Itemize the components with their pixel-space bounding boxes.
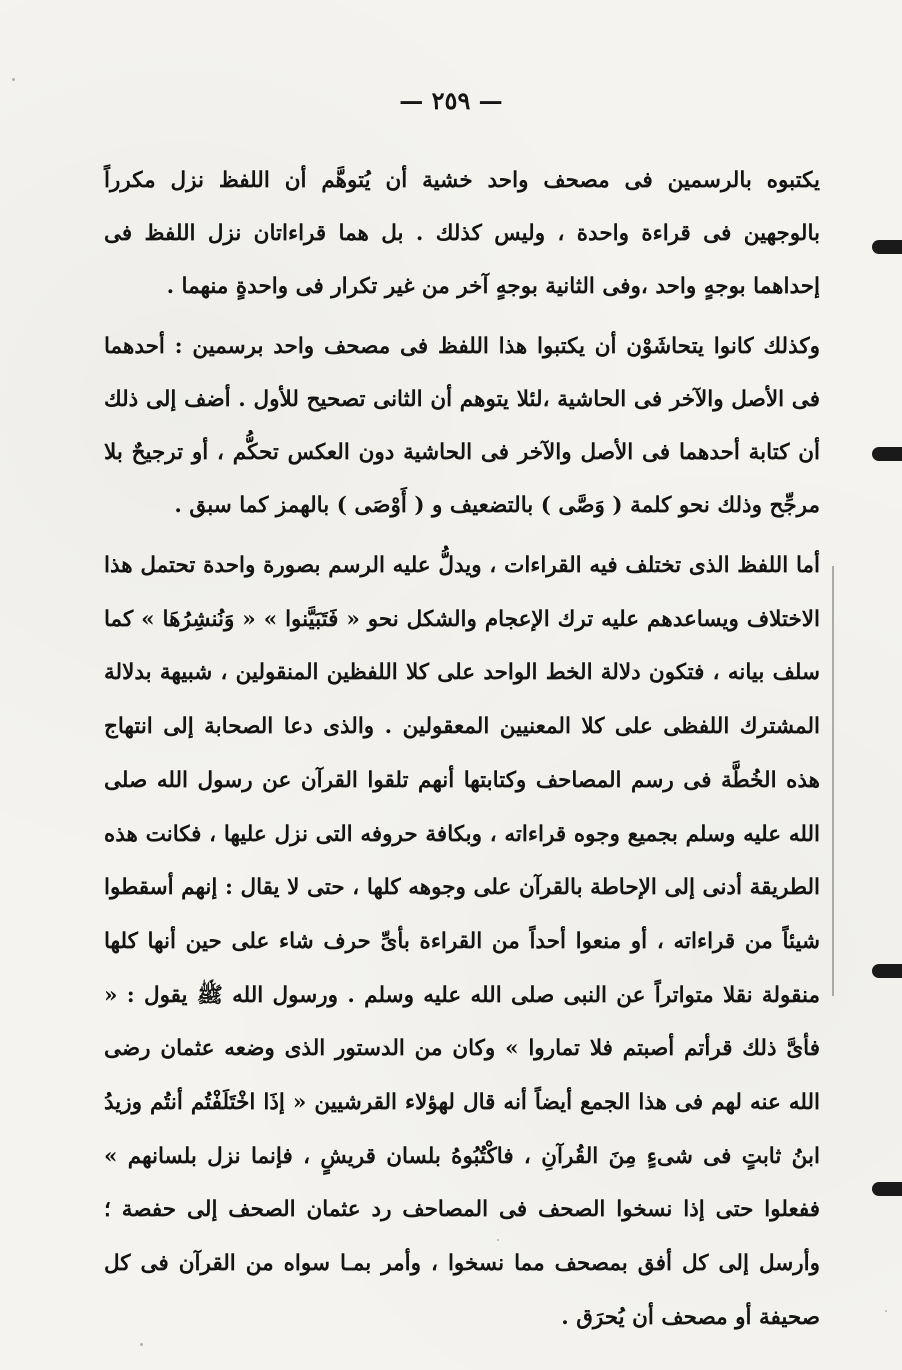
scan-speck	[497, 1239, 499, 1241]
binding-ink-mark	[872, 240, 902, 254]
scan-speck	[885, 1310, 887, 1312]
paragraph-3: أما اللفظ الذى تختلف فيه القراءات ، ويدلُّ عليه الرسم بصورة واحدة تحتمل هذا الاختلاف ويساعدهم عليه ترك الإعجام والشكل نحو « فَتَبَيَّنوا » « وَنُنشِرُهَا » كما سلف بيانه ، فتكون دلالة الخط الواحد على كلا اللفظين المنقولين ، شبيهة بدلالة المشترك اللفظى على كلا المعنيين المعقولين . والذى دعا الصحابة إلى انتهاج هذه الخُطَّة فى رسم المصاحف وكتابتها أنهم تلقوا القرآن عن رسول الله صلى الله عليه وسلم بجميع وجوه قراءاته ، وبكافة حروفه التى نزل عليها ، فكانت هذه الطريقة أدنى إلى الإحاطة بالقرآن على وجوهه كلها ، حتى لا يقال : إنهم أسقطوا شيئاً من قراءاته ، أو منعوا أحداً من القراءة بأىِّ حرف شاء على حين أنها كلها منقولة نقلا متواتراً عن النبى صلى الله عليه وسلم . ورسول الله ﷺ يقول : « فأىَّ ذلك قرأتم أصبتم فلا تماروا » وكان من الدستور الذى وضعه عثمان رضى الله عنه لهم فى هذا الجمع أيضاً أنه قال لهؤلاء القرشيين « إذَا اخْتَلَفْتُم أنتُم وزيدُ ابنُ ثابتٍ فى شىءٍ مِنَ القُرآنِ ، فاكْتُبُوهُ بلسان قريشٍ ، فإنما نزل بلسانهم » ففعلوا حتى إذا نسخوا الصحف فى المصاحف رد عثمان الصحف إلى حفصة ؛ وأرسل إلى كل أفق بمصحف مما نسخوا ، وأمر بمـا سواه من القرآن فى كل صحيفة أو مصحف أن يُحرَق .	[104, 553, 820, 1330]
page-number: — ٢٥٩ —	[399, 86, 503, 115]
margin-pencil-line	[832, 566, 834, 996]
paragraph-1: يكتبوه بالرسمين فى مصحف واحد خشية أن يُتوهَّم أن اللفظ نزل مكرراً بالوجهين فى قراءة واحدة ، وليس كذلك . بل هما قراءاتان نزل اللفظ فى إحداهما بوجهٍ واحد ،وفى الثانية بوجهٍ آخر من غير تكرار فى واحدةٍ منهما .	[104, 168, 820, 299]
paragraph-3-block	[104, 539, 820, 1345]
paragraph-2: وكذلك كانوا يتحاشَوْن أن يكتبوا هذا اللفظ فى مصحف واحد برسمين : أحدهما فى الأصل والآخر فى الحاشية ،لئلا يتوهم أن الثانى تصحيح للأول . أضف إلى ذلك أن كتابة أحدهما فى الأصل والآخر فى الحاشية دون العكس تحكُّم ، أو ترجيحٌ بلا مرجِّح وذلك نحو كلمة ( وَصَّى ) بالتضعيف و ( أَوْصَى ) بالهمز كما سبق .	[104, 334, 820, 518]
scan-speck	[12, 78, 15, 81]
scan-speck	[140, 1343, 143, 1346]
paragraph-1-block	[104, 154, 820, 313]
binding-ink-mark	[872, 964, 902, 978]
binding-ink-mark	[872, 447, 902, 461]
binding-ink-mark	[872, 1182, 902, 1196]
paragraph-2-block	[104, 320, 820, 532]
